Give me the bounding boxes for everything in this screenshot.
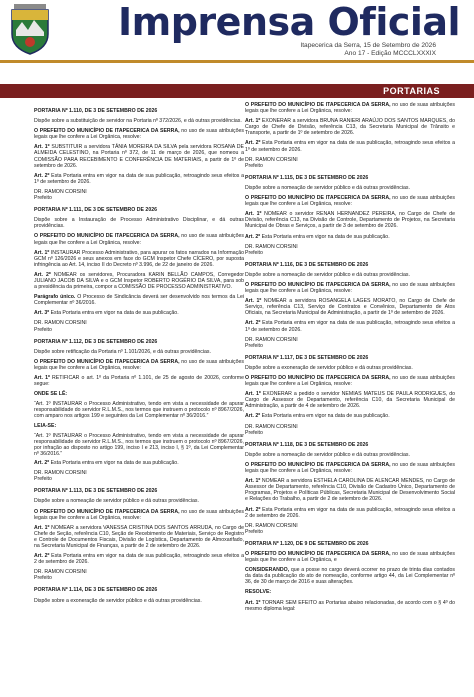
signatory-role: Prefeito xyxy=(245,528,263,535)
paragraph-lead: Art. 2º xyxy=(245,233,261,240)
paragraph-lead: O PREFEITO DO MUNICÍPIO DE ITAPECERICA DA SERRA, xyxy=(245,195,391,202)
municipal-crest-icon xyxy=(8,4,52,56)
paragraph xyxy=(34,233,244,245)
paragraph-text: Dispõe sobre a exoneração de servidor público e dá outras providências. xyxy=(245,364,413,371)
paragraph-lead: Art. 2º xyxy=(34,172,50,179)
paragraph xyxy=(245,298,455,316)
paragraph-lead: CONSIDERANDO, xyxy=(245,567,290,574)
paragraph-text: Dispõe sobre a nomeação de servidor público e dá outras providências. xyxy=(34,498,199,505)
signatory-name: DR. RAMON CORSINI xyxy=(34,470,87,477)
paragraph xyxy=(34,310,244,316)
signatory-name: DR. RAMON CORSINI xyxy=(245,522,298,529)
paragraph-text: no uso de suas atribuições legais que lhe confere a Lei Orgânica, resolve: xyxy=(34,233,245,246)
paragraph-text: NOMEAR a servidora VANESSA CRISTINA DOS SANTOS ARRUDA, no Cargo de Chefe de Seção, referência C10, Seção de Recebimento de Materiais, Serviço de Registro e Controle de Documentos Fiscais, Divisão de Logística, Departamento de Almoxarifado, na Secretaria Municipal de Finanças, a partir de 2 de setembro de 2026. xyxy=(34,524,245,549)
paragraph-lead: Art. 1º xyxy=(245,478,261,485)
paragraph-lead: Art. 2º xyxy=(34,553,50,560)
paragraph-lead: Art. 1º xyxy=(245,599,261,606)
paragraph-lead: Art. 2º xyxy=(34,271,51,278)
paragraph xyxy=(245,507,455,519)
paragraph-lead: Art. 1º xyxy=(245,391,261,398)
paragraph-text: Dispõe sobre a exoneração de servidor público e dá outras providências. xyxy=(34,597,202,604)
paragraph-lead: Art. 2º xyxy=(245,140,261,147)
paragraph xyxy=(245,365,455,371)
paragraph-text: no uso de suas atribuições legais que lhe confere a Lei Orgânica, resolve: xyxy=(34,128,245,141)
paragraph-text: Esta Portaria entra em vigor na data de sua publicação. xyxy=(260,233,390,240)
paragraph-text: Esta Portaria entra em vigor na data de sua publicação, retroagindo seus efeitos a 2 de setembro de 2026. xyxy=(245,506,455,519)
paragraph xyxy=(245,234,455,240)
paragraph xyxy=(34,217,244,229)
paragraph xyxy=(34,144,244,168)
paragraph-text: Esta Portaria entra em vigor na data de sua publicação, retroagindo seus efeitos a 1º de setembro de 2026. xyxy=(34,172,244,185)
paragraph-lead: ONDE SE LÊ: xyxy=(34,391,68,398)
paragraph xyxy=(245,102,455,114)
paragraph-lead: Art. 1º xyxy=(34,375,50,381)
paragraph-text: Esta Portaria entra em vigor na data de sua publicação. xyxy=(49,460,179,467)
paragraph xyxy=(34,250,244,268)
paragraph-lead: RESOLVE: xyxy=(245,589,272,596)
act-heading: PORTARIA Nº 1.112, DE 3 DE SETEMBRO DE 2026 xyxy=(34,338,158,345)
paragraph-text: no uso de suas atribuições legais que lhe confere a Lei Orgânica, resolve: xyxy=(245,281,456,295)
paragraph xyxy=(34,272,244,290)
paragraph xyxy=(34,375,244,387)
paragraph xyxy=(34,391,244,397)
paragraph xyxy=(34,598,244,604)
paragraph-text: no uso de suas atribuições legais que lhe confere a Lei Orgânica, resolve: xyxy=(245,195,456,208)
signatory-role: Prefeito xyxy=(34,575,52,582)
paragraph xyxy=(34,349,244,355)
signatory-role: Prefeito xyxy=(245,249,263,256)
act-heading: PORTARIA Nº 1.114, DE 3 DE SETEMBRO DE 2026 xyxy=(34,587,158,594)
paragraph-lead: Art. 1º xyxy=(245,118,261,125)
paragraph-lead: O PREFEITO DO MUNICÍPIO DE ITAPECERICA DA SERRA, xyxy=(34,233,180,240)
paragraph xyxy=(245,375,455,387)
signatory-role: Prefeito xyxy=(245,342,263,349)
paragraph-lead: O PREFEITO DO MUNICÍPIO DE ITAPECERICA DA SERRA, xyxy=(34,358,180,365)
paragraph xyxy=(245,211,455,229)
paragraph xyxy=(245,272,455,278)
paragraph-text: SUBSTITUIR a servidora TÂNIA MOREIRA DA SILVA pela servidora ROSANA DE ALMEIDA CELESTINO, na Portaria nº 372, de 11 de março de 2026, que nomeou a COMISSÃO PARA RECEBIMENTO E CONFERÊNCIA DE MATERIAIS, a partir de 1º de setembro de 2026. xyxy=(34,144,244,169)
paragraph-lead: Art. 1º xyxy=(34,144,50,151)
paragraph-text: no uso de suas atribuições legais que lhe confere a Lei Orgânica, resolve: xyxy=(34,508,245,521)
paragraph-text: Esta Portaria entra em vigor na data de sua publicação, retroagindo seus efeitos a 1º de setembro de 2026. xyxy=(245,320,455,333)
paragraph-text: Esta Portaria entra em vigor na data de sua publicação, retroagindo seus efeitos a 1º de setembro de 2026. xyxy=(245,140,455,153)
paragraph xyxy=(245,391,455,409)
paragraph-lead: Art. 2º xyxy=(245,506,261,513)
paragraph-lead: Art. 2º xyxy=(34,460,50,467)
quoted-text: “Art. 1º INSTAURAR o Processo Administrativo, tendo em vista a necessidade de apurar responsabilidade do servidor R.L.M.S., nos termos que instruem o protocolo nº 8967/2026, com amparo nos artigos 199 e seguintes da Lei Complementar nº 36/2016.” xyxy=(34,401,244,420)
paragraph-text: NOMEAR a servidora ESTHELA CAROLINA DE ALENCAR MENDES, no Cargo de Assessor de Departamento, referência C10, Divisão de Cadastro Único, Departamento de Programas, Projetos e Políticas Públicas, Secretaria Municipal de Desenvolvimento Social e Relações do Trabalho, a partir de 2 de setembro de 2026. xyxy=(245,478,455,503)
paragraph-text: INSTAURAR Processo Administrativo, para apurar os fatos narrados na Informação GCM nº 126/2026 e seus anexos em face do GCM Inspetor Chefe CÍCERO, por suposta infringência ao Art. 14, inciso II do Decreto nº 3.996, de 22 de janeiro de 2026. xyxy=(34,249,244,268)
paragraph-lead: Art. 1º xyxy=(245,298,262,305)
section-title: PORTARIAS xyxy=(383,86,440,96)
paragraph-text: EXONERAR a pedido o servidor NEMIAS MATEUS DE PAULA RODRIGUES, do Cargo de Assessor de Departamento, referência C10, da Secretaria Municipal de Administração, a partir de 4 de setembro de 2026. xyxy=(245,391,456,410)
signatory-name: DR. RAMON CORSINI xyxy=(245,336,298,343)
paragraph-lead: Art. 1º xyxy=(34,249,50,256)
act-heading: PORTARIA Nº 1.116, DE 3 DE SETEMBRO DE 2026 xyxy=(245,261,369,268)
paragraph-text: Dispõe sobre a substituição de servidor na Portaria nº 372/2026, e dá outras providências. xyxy=(34,118,242,125)
act-heading: PORTARIA Nº 1.117, DE 3 DE SETEMBRO DE 2026 xyxy=(245,354,369,361)
signatory-name: DR. RAMON CORSINI xyxy=(245,243,298,250)
paragraph-text: NOMEAR o servidor RENAN HERNANDEZ PEREIRA, no Cargo de Chefe de Divisão, referência C13, na Divisão de Controle, Departamento de Projetos, na Secretaria Municipal de Obras e Serviços, a partir de 3 de setembro de 2026. xyxy=(245,211,455,230)
paragraph-lead: O PREFEITO DO MUNICÍPIO DE ITAPECERICA DA SERRA, xyxy=(34,508,180,515)
edition-number: Ano 17 - Edição MCCCLXXXIX xyxy=(344,50,436,57)
quoted-text: “Art. 1º INSTAURAR o Processo Administrativo, tendo em vista a necessidade de apurar responsabilidade do servidor R.L.M.S., nos termos que instruem o protocolo nº 8967/2026, por infração ao disposto no artigo 199, inciso I e 213, inciso I, § 1º, da Lei Complementar nº 36/2016.” xyxy=(34,432,244,457)
signatory-role: Prefeito xyxy=(245,429,263,436)
paragraph-lead: O PREFEITO DO MUNICÍPIO DE ITAPECERICA DA SERRA, xyxy=(245,281,391,288)
paragraph xyxy=(245,282,455,294)
paragraph-lead: O PREFEITO DO MUNICÍPIO DE ITAPECERICA DA SERRA, xyxy=(245,102,391,108)
paragraph-text: Dispõe sobre a nomeação de servidor público e dá outras providências. xyxy=(245,184,410,191)
paragraph-lead: O PREFEITO DO MUNICÍPIO DE ITAPECERICA DA SERRA, xyxy=(245,461,391,468)
paragraph xyxy=(245,185,455,191)
paragraph-text: no uso de suas atribuições legais que lhe confere a Lei Orgânica, resolve: xyxy=(245,461,456,475)
paragraph xyxy=(34,525,244,549)
signatory-name: DR. RAMON CORSINI xyxy=(245,423,298,430)
paragraph xyxy=(34,498,244,504)
act-heading: PORTARIA Nº 1.118, DE 3 DE SETEMBRO DE 2026 xyxy=(245,441,369,448)
paragraph xyxy=(245,140,455,152)
masthead xyxy=(0,0,474,78)
paragraph xyxy=(34,118,244,124)
paragraph-lead: O PREFEITO DO MUNICÍPIO DE ITAPECERICA DA SERRA, xyxy=(245,375,391,381)
paragraph xyxy=(34,509,244,521)
signatory-name: DR. RAMON CORSINI xyxy=(245,156,298,163)
act-heading: PORTARIA Nº 1.120, DE 9 DE SETEMBRO DE 2026 xyxy=(245,540,369,547)
paragraph-lead: Art. 1º xyxy=(245,211,262,218)
paragraph-text: Esta Portaria entra em vigor na data de sua publicação. xyxy=(260,413,390,420)
header-accent-line xyxy=(0,60,474,63)
paragraph xyxy=(245,478,455,502)
act-heading: PORTARIA Nº 1.111, DE 3 DE SETEMBRO DE 2026 xyxy=(34,207,157,214)
signatory-role: Prefeito xyxy=(34,476,52,483)
paragraph-text: Dispõe sobre a nomeação de servidor público e dá outras providências. xyxy=(245,271,410,278)
paragraph-text: no uso de suas atribuições legais que lhe confere a Lei Orgânica, resolve: xyxy=(245,375,456,388)
signatory-role: Prefeito xyxy=(34,326,52,333)
paragraph xyxy=(245,462,455,474)
paragraph xyxy=(34,294,244,306)
paragraph-lead: Art. 2º xyxy=(245,320,261,327)
signatory-role: Prefeito xyxy=(245,162,263,169)
right-column xyxy=(245,102,455,616)
left-column xyxy=(34,102,244,608)
paragraph-text: Dispõe sobre a nomeação de servidor público e dá outras providências. xyxy=(245,451,410,458)
act-heading: PORTARIA Nº 1.110, DE 3 DE SETEMBRO DE 2026 xyxy=(34,108,158,114)
paragraph xyxy=(245,413,455,419)
paragraph xyxy=(34,553,244,565)
paragraph-text: no uso de suas atribuições legais que lhe confere a Lei Orgânica, resolve: xyxy=(245,102,456,115)
paragraph-lead: O PREFEITO DO MUNICÍPIO DE ITAPECERICA DA SERRA, xyxy=(245,550,391,557)
paragraph-text: NOMEAR a servidora ROSANGELA LAGES MORATO, no Cargo de Chefe de Serviço, referência C13, Serviço de Contratos e Convênios, Departamento de Atos Oficiais, na Secretaria Municipal de Administração, a partir de 1º de setembro de 2026. xyxy=(245,298,455,317)
signatory-name: DR. RAMON CORSINI xyxy=(34,569,87,576)
paragraph-text: TORNAR SEM EFEITO as Portarias abaixo relacionadas, de acordo com o § 4º do mesmo diploma legal: xyxy=(245,599,456,612)
paragraph xyxy=(245,551,455,563)
paragraph-lead: O PREFEITO DO MUNICÍPIO DE ITAPECERICA DA SERRA, xyxy=(34,128,180,135)
paragraph-text: O Processo de Sindicância deverá ser desenvolvido nos termos da Lei Complementar nº 36/2016. xyxy=(34,294,245,307)
paragraph xyxy=(34,460,244,466)
paragraph xyxy=(245,118,455,136)
paragraph xyxy=(34,423,244,429)
paragraph xyxy=(245,600,455,612)
paragraph-text: no uso de suas atribuições legais que lhe confere a Lei Orgânica, resolve: xyxy=(34,358,245,371)
paragraph-text: RETIFICAR o art. 1º da Portaria nº 1.101, de 25 de agosto de 20026, conforme segue: xyxy=(34,375,244,388)
paragraph-text: no uso de suas atribuições legais que lhe confere a Lei Orgânica, e xyxy=(245,550,456,564)
paragraph-text: NOMEAR os servidores, Procuradora KARIN BELLÃO CAMPOS, Corregedor JULIANO JACOB DA SILVA e o GCM Inspetor ROBERTO ROGÉRIO DA SILVA, para sob a presidência da primeira, compor a COMISSÃO DE PROCESSO ADMINISTRATIVO. xyxy=(34,271,245,291)
signatory-name: DR. RAMON CORSINI xyxy=(34,320,87,327)
edition-date: Itapecerica da Serra, 15 de Setembro de 2026 xyxy=(300,42,436,49)
paragraph-text: que a posse no cargo deverá ocorrer no prazo de trinta dias contados da data da publicação do ato de nomeação, conforme artigo 44, da Lei Complementar nº 36, de 30 de março de 2016 e suas alterações. xyxy=(245,567,455,586)
paragraph-text: Esta Portaria entra em vigor na data de sua publicação, retroagindo seus efeitos a 2 de setembro de 2026. xyxy=(34,553,244,566)
paragraph xyxy=(245,195,455,207)
paragraph xyxy=(34,359,244,371)
paragraph xyxy=(34,173,244,185)
paragraph-lead: Art. 3º xyxy=(34,310,50,317)
act-heading: PORTARIA Nº 1.113, DE 3 DE SETEMBRO DE 2026 xyxy=(34,488,158,495)
act-heading: PORTARIA Nº 1.115, DE 3 DE SETEMBRO DE 2026 xyxy=(245,174,369,181)
paragraph xyxy=(34,128,244,140)
paragraph-lead: Art. 1º xyxy=(34,524,50,531)
paragraph xyxy=(245,567,455,585)
paragraph xyxy=(245,452,455,458)
paragraph xyxy=(245,589,455,595)
publication-title: Imprensa Oficial xyxy=(118,0,461,44)
paragraph-text: Dispõe sobre retificação da Portaria nº 1.101/2026, e dá outras providências. xyxy=(34,348,211,355)
signatory-role: Prefeito xyxy=(34,195,52,202)
paragraph-lead: Parágrafo único. xyxy=(34,294,76,301)
paragraph-text: EXONERAR a servidora BRUNA RANIERI ARAÚJO DOS SANTOS MARQUES, do Cargo de Chefe de Divisão, referência C13, da Secretaria Municipal de Trânsito e Transporte, a partir de 1º de setembro de 2026. xyxy=(245,118,455,137)
paragraph-text: Esta Portaria entra em vigor na data de sua publicação. xyxy=(49,310,179,317)
paragraph xyxy=(245,320,455,332)
signatory-name: DR. RAMON CORSINI xyxy=(34,188,87,195)
paragraph-text: Dispõe sobre a Instauração de Processo Administrativo Disciplinar, e dá outras providências. xyxy=(34,217,244,230)
paragraph-lead: LEIA-SE: xyxy=(34,422,57,429)
paragraph-lead: Art. 2º xyxy=(245,413,261,420)
